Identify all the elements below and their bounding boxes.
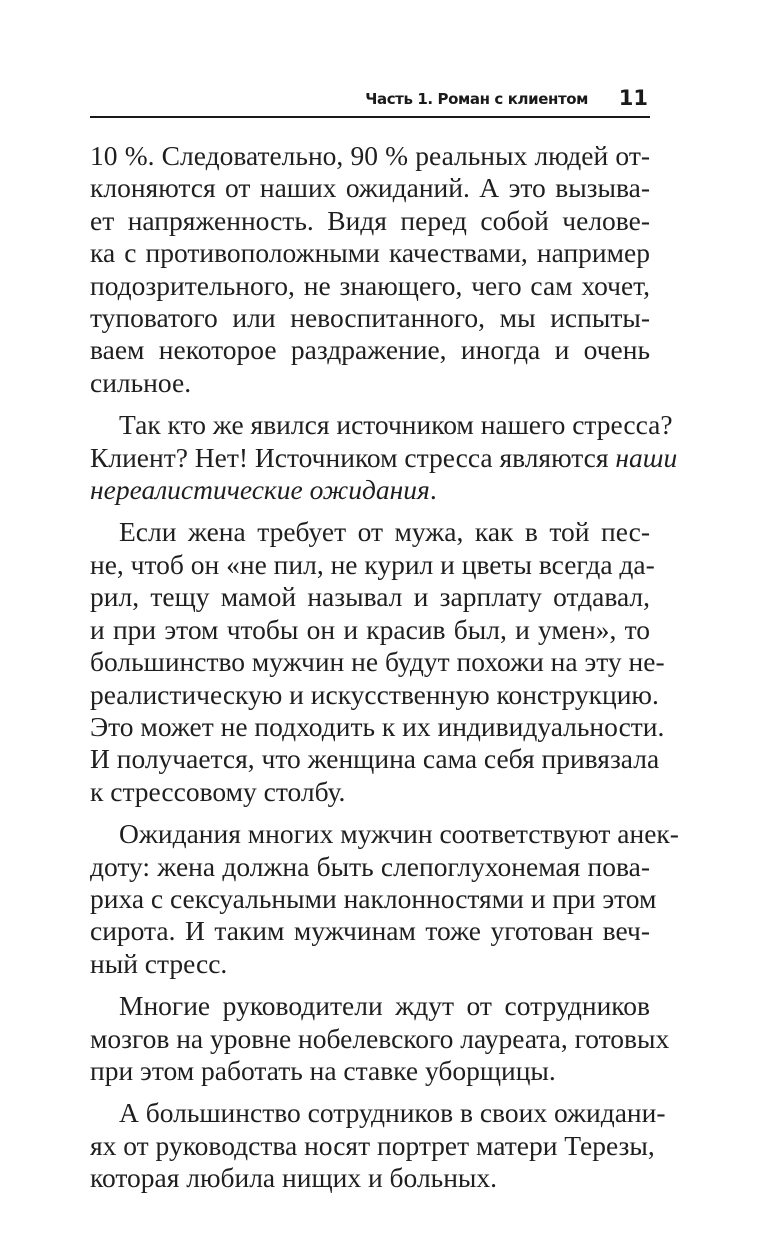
text-line: и при этом чтобы он и красив был, и умен», то	[90, 613, 650, 645]
text-line: Многие руководители ждут от сотрудников	[119, 990, 650, 1022]
body-text	[90, 140, 679, 1205]
text-line: клоняются от наших ожиданий. А это вызыва-	[90, 172, 650, 204]
running-header	[90, 86, 650, 118]
text-line	[90, 474, 650, 506]
text-line: ях от руководства носят портрет матери Терезы,	[90, 1129, 655, 1161]
italic-run: наши	[615, 441, 678, 473]
text-line: при этом работать на ставке уборщицы.	[90, 1054, 556, 1086]
text-run: Клиент? Нет! Источником стресса являются	[90, 441, 616, 473]
text-line: сирота. И таким мужчинам тоже уготован веч-	[90, 915, 650, 947]
text-line: Если жена требует от мужа, как в той пес-	[119, 516, 650, 548]
text-line: сильное.	[90, 366, 192, 398]
paragraph-6	[90, 1097, 666, 1194]
paragraph-3	[90, 516, 665, 808]
text-line: ный стресс.	[90, 947, 228, 979]
text-line: риха с сексуальными наклонностями и при этом	[90, 882, 657, 914]
paragraph-2	[90, 409, 678, 506]
text-line: Так кто же явился источником нашего стресса?	[119, 409, 673, 441]
text-line: большинство мужчин не будут похожи на эту не-	[90, 646, 665, 678]
text-line: которая любила нищих и больных.	[90, 1162, 498, 1194]
text-line: И получается, что женщина сама себя привязала	[90, 743, 660, 775]
text-line: ет напряженность. Видя перед собой челове-	[90, 204, 650, 236]
page-number: 11	[618, 86, 648, 110]
text-line: не, чтоб он «не пил, не курил и цветы всегда да-	[90, 548, 655, 580]
text-line: Это может не подходить к их индивидуальности.	[90, 710, 665, 742]
paragraph-5	[90, 990, 670, 1087]
paragraph-4	[90, 818, 679, 980]
text-line: 10 %. Следовательно, 90 % реальных людей от-	[90, 140, 650, 171]
paragraph-1	[90, 140, 650, 399]
text-line: ка с противоположными качествами, например	[90, 237, 650, 269]
text-line: туповатого или невоспитанного, мы испыты-	[90, 302, 650, 334]
text-line: рил, тещу мамой называл и зарплату отдавал,	[90, 581, 650, 613]
text-line: ваем некоторое раздражение, иногда и очень	[90, 334, 650, 366]
text-line: А большинство сотрудников в своих ожидани-	[119, 1097, 666, 1129]
text-line: реалистическую и искусственную конструкцию.	[90, 678, 659, 710]
text-line: мозгов на уровне нобелевского лауреата, готовых	[90, 1022, 670, 1054]
text-line: доту: жена должна быть слепоглухонемая пова-	[90, 850, 650, 882]
text-line: к стрессовому столбу.	[90, 775, 346, 807]
text-line	[90, 441, 678, 474]
text-line: Ожидания многих мужчин соответствуют анек-	[119, 818, 679, 850]
text-run: .	[429, 474, 437, 506]
running-title: Часть 1. Роман с клиентом	[365, 90, 588, 108]
text-line: подозрительного, не знающего, чего сам хочет,	[90, 269, 650, 301]
italic-run: нереалистические ожидания	[90, 474, 430, 506]
